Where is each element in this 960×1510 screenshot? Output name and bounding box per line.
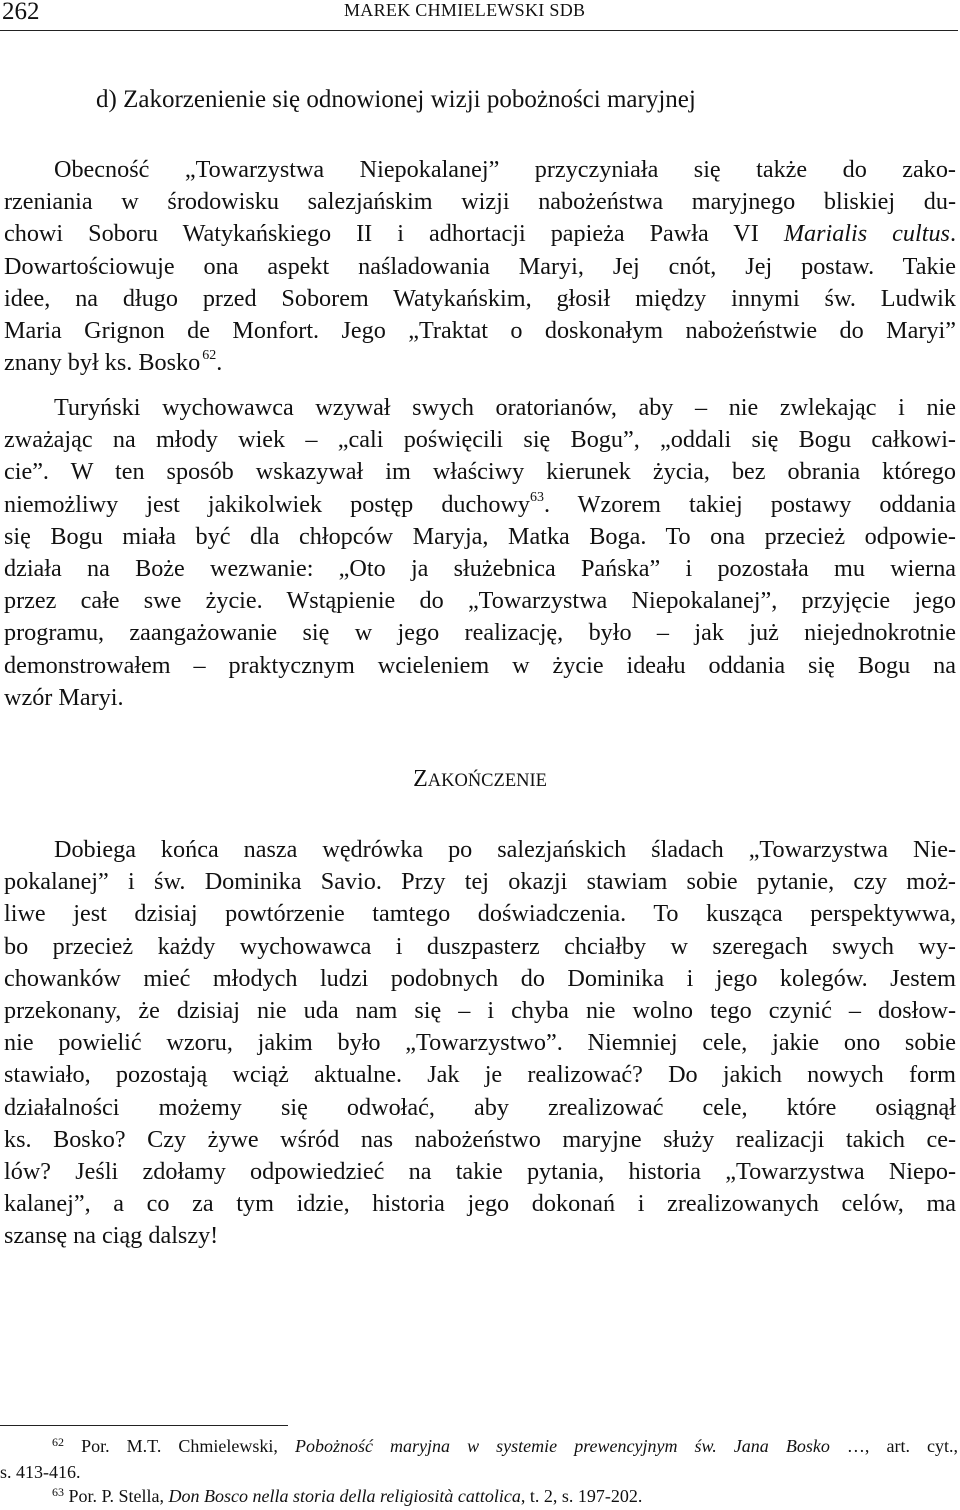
text-line: przekonany, że dzisiaj nie uda nam się – i chyba nie wolno tego czynić – dosłow-: [4, 997, 956, 1025]
text-line: kalanej”, a co za tym idzie, historia jego dokonań i zrealizowanych celów, ma: [4, 1190, 956, 1218]
text-line: stawiało, pozostają wciąż aktualne. Jak je realizować? Do jakich nowych form: [4, 1061, 956, 1089]
footnote-number: 62: [52, 1435, 64, 1449]
text-line: przez całe swe życie. Wstąpienie do „Towarzystwa Niepokalanej”, przyjęcie jego: [4, 587, 956, 615]
text-line: cie”. W ten sposób wskazywał im właściwy kierunek życia, bez obrania którego: [4, 458, 956, 486]
text-line: rzeniania w środowisku salezjańskim wizji nabożeństwa maryjnego bliskiej du-: [4, 188, 956, 216]
text-line: działalności możemy się odwołać, aby zrealizować cele, które osiągnął: [4, 1093, 956, 1121]
paragraph-1: [4, 154, 956, 379]
text-line: Maria Grignon de Monfort. Jego „Traktat o doskonałym nabożeństwie do Maryi”: [4, 317, 956, 345]
text-line: Dobiega końca nasza wędrówka po salezjańskich śladach „Towarzystwa Nie-: [54, 836, 956, 863]
text-line: lów? Jeśli zdołamy odpowiedzieć na takie pytania, historia „Towarzystwa Niepo-: [4, 1158, 956, 1186]
text-line: bo przecież każdy wychowawca i duszpasterz chciałby w szeregach swych wy-: [4, 932, 956, 960]
text-line: pokalanej” i św. Dominika Savio. Przy tej okazji stawiam sobie pytanie, czy moż-: [4, 868, 956, 896]
running-head: MAREK CHMIELEWSKI SDB: [344, 0, 586, 20]
conclusion-heading: ZAKOŃCZENIE: [413, 766, 547, 792]
text-line: demonstrowałem – praktycznym wcieleniem w życie ideału oddania się Bogu na: [4, 651, 956, 679]
text-line: znany był ks. Bosko $^{62}$.: [4, 348, 223, 377]
text-line: działa na Boże wezwanie: „Oto ja służebnica Pańska” i pozostała mu wierna: [4, 555, 956, 583]
text-line: nie powielić wzoru, jakim było „Towarzystwo”. Niemniej cele, jakie ono sobie: [4, 1029, 956, 1057]
section-heading: d) Zakorzenienie się odnowionej wizji pobożności maryjnej: [96, 86, 696, 113]
footnotes: [0, 1434, 958, 1510]
italic-title: Marialis cultus: [783, 220, 950, 248]
page-header: [0, 0, 958, 31]
text-line: wzór Maryi.: [4, 683, 124, 711]
paragraph-3: [4, 834, 956, 1253]
footnote-number: 63: [52, 1485, 64, 1499]
text-line: chowanków mieć młodych ludzi podobnych do Dominika i jego kolegów. Jestem: [4, 964, 956, 992]
text-line: ks. Bosko? Czy żywe wśród nas nabożeństwo maryjne służy realizacji takich ce-: [4, 1125, 956, 1153]
text-line: chowi Soboru Watykańskiego II i adhortacji papieża Pawła VI Marialis cultus.: [4, 220, 956, 248]
footnote-ref-63[interactable]: 63: [530, 489, 545, 505]
page-number: 262: [2, 0, 40, 25]
footnote-63: $^{63}$ Por. P. Stella, Don Bosco nella storia della religiosità cattolica, t. 2, s. 197-202.: [52, 1485, 643, 1506]
text-line: się Bogu miała być dla chłopców Maryja, Matka Boga. To ona przecież odpowie-: [4, 522, 956, 550]
paragraph-2: [4, 392, 956, 714]
text-line: Turyński wychowawca wzywał swych oratorianów, aby – nie zwlekając i nie: [54, 394, 956, 421]
text-line: Obecność „Towarzystwa Niepokalanej” przyczyniała się także do zako-: [54, 156, 956, 183]
footnote-62: $^{62}$ Por. M.T. Chmielewski, Pobożność maryjna w systemie prewencyjnym św. Jana Bosko …, art. cyt.,: [52, 1435, 959, 1456]
footnote-62-continued: s. 413-416.: [0, 1462, 81, 1482]
text-line: szansę na ciąg dalszy!: [4, 1222, 219, 1250]
text-line: liwe jest dzisiaj powtórzenie tamtego doświadczenia. To kusząca perspektywwa,: [4, 900, 956, 928]
footnote-ref-62[interactable]: 62: [202, 348, 217, 364]
text-line: zważając na młody wiek – „cali poświęcili się Bogu”, „oddali się Bogu całkowi-: [4, 426, 956, 454]
text-line: programu, zaangażowanie się w jego realizację, było – jak już niejednokrotnie: [4, 619, 956, 647]
text-line: idee, na długo przed Soborem Watykańskim, głosił między innymi św. Ludwik: [4, 284, 956, 312]
text-line: Dowartościowuje ona aspekt naśladowania Maryi, Jej cnót, Jej postaw. Takie: [4, 252, 956, 280]
footnote-separator: [0, 1425, 288, 1426]
text-line: niemożliwy jest jakikolwiek postęp duchowy$^{63}$. Wzorem takiej postawy oddania: [4, 489, 956, 518]
